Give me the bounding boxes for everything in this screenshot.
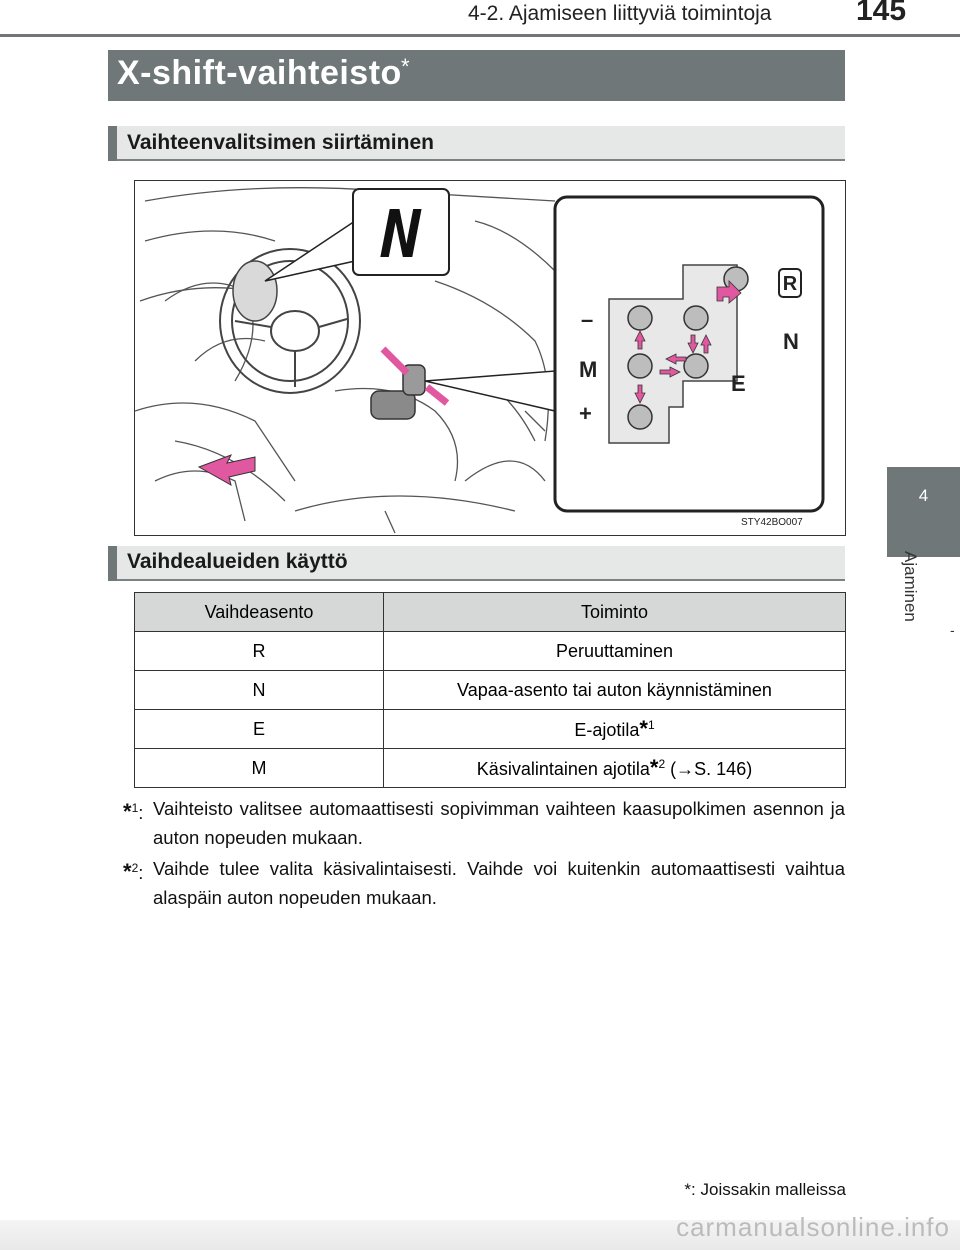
note-1 xyxy=(123,794,845,852)
footnote-text: : Joissakin malleissa xyxy=(691,1180,846,1199)
table-row xyxy=(135,671,846,710)
table-row xyxy=(135,632,846,671)
figure-code: STY42BO007 xyxy=(741,517,803,528)
section-heading-ranges: Vaihdealueiden käyttö xyxy=(127,550,348,573)
table-cell-function: Vapaa-asento tai auton käynnistäminen xyxy=(384,671,846,710)
page-number: 145 xyxy=(856,0,907,27)
note-2 xyxy=(123,854,845,912)
chapter-dash: - xyxy=(950,622,955,638)
function-text: E-ajotila xyxy=(574,720,640,740)
shift-figure xyxy=(134,180,846,536)
chapter-label: Ajaminen xyxy=(901,551,920,622)
table-cell-position: M xyxy=(135,749,384,788)
footnote-star: * xyxy=(639,716,648,741)
model-footnote xyxy=(670,1180,846,1200)
chapter-tab xyxy=(887,467,960,557)
table-cell-function: Peruuttaminen xyxy=(384,632,846,671)
table-row xyxy=(135,710,846,749)
svg-text:+: + xyxy=(579,401,592,426)
table-header-position: Vaihdeasento xyxy=(135,593,384,632)
footnote-ref: 1 xyxy=(647,718,655,732)
watermark-text: carmanualsonline.info xyxy=(676,1212,950,1242)
table-row xyxy=(135,749,846,788)
table-cell-function xyxy=(384,710,846,749)
shift-range-table xyxy=(134,592,846,788)
table-cell-position: R xyxy=(135,632,384,671)
note-marker: *$^1$: xyxy=(123,799,144,825)
header-rule xyxy=(0,34,960,37)
svg-text:E: E xyxy=(731,371,746,396)
page-title: X-shift-vaihteisto xyxy=(117,54,402,92)
instrument-pod xyxy=(233,261,277,321)
note-text: Vaihteisto valitsee automaattisesti sopivimman vaihteen kaasupolkimen asennon ja auton nopeuden mukaan. xyxy=(153,798,845,848)
footnote-star: * xyxy=(649,755,659,780)
chapter-number: 4 xyxy=(918,486,929,505)
gear-display-letter: N xyxy=(381,196,421,273)
svg-text:N: N xyxy=(783,329,799,354)
table-cell-position: N xyxy=(135,671,384,710)
page-reference-link[interactable]: (→S. 146) xyxy=(670,759,753,779)
accelerator-arrow xyxy=(199,455,255,485)
table-header-function: Toiminto xyxy=(384,593,846,632)
table-cell-function xyxy=(384,749,846,788)
shift-illustration xyxy=(135,181,845,535)
note-marker: *$^2$: xyxy=(123,859,144,885)
running-header: 4-2. Ajamiseen liittyviä toimintoja xyxy=(468,2,772,25)
title-star: * xyxy=(401,54,410,79)
section-heading-shifting: Vaihteenvalitsimen siirtäminen xyxy=(127,131,434,154)
footnote-ref: 2 xyxy=(658,757,666,771)
table-cell-position: E xyxy=(135,710,384,749)
svg-text:–: – xyxy=(581,307,594,332)
svg-text:M: M xyxy=(579,357,598,382)
footnote-star: * xyxy=(684,1180,692,1199)
table-header-row xyxy=(135,593,846,632)
note-text: Vaihde tulee valita käsivalintaisesti. Vaihde voi kuitenkin automaattisesti vaihtua alaspäin auton nopeuden mukaan. xyxy=(153,858,845,908)
gate-label-r: R xyxy=(782,273,798,295)
section-accent xyxy=(108,126,117,161)
section-accent xyxy=(108,546,117,581)
function-text: Käsivalintainen ajotila xyxy=(476,759,650,779)
